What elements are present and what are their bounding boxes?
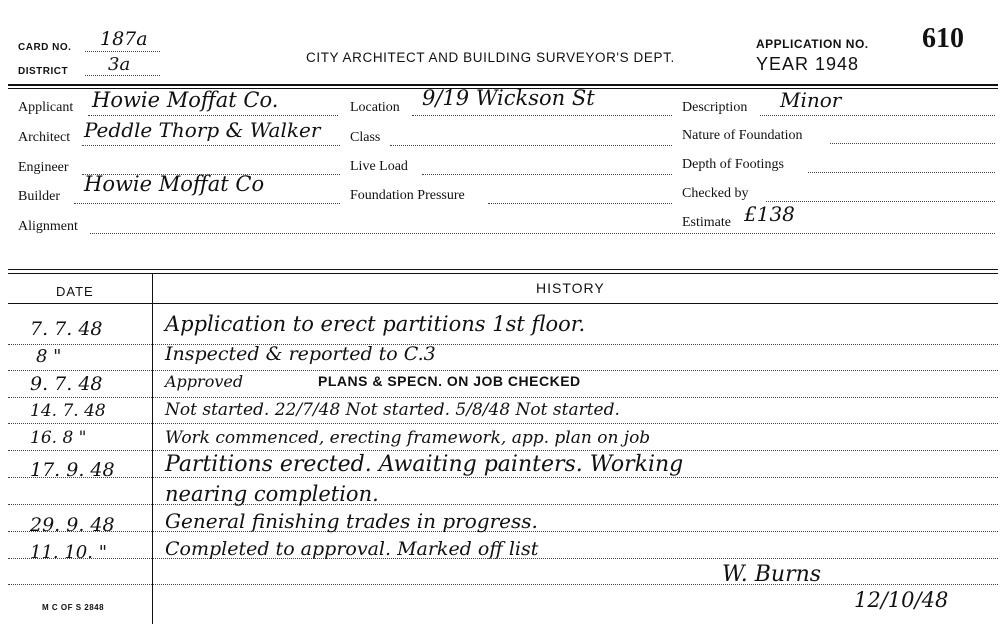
live-load-label: Live Load [350, 159, 408, 174]
history-row-date: 8 " [36, 346, 62, 367]
description-label: Description [682, 100, 748, 115]
row-line [8, 504, 998, 505]
history-row-date: 14. 7. 48 [30, 401, 106, 421]
location-value: 9/19 Wickson St [422, 86, 595, 110]
estimate-value: £138 [744, 202, 795, 226]
foundation-pressure-line [488, 203, 672, 204]
history-row-text: Completed to approval. Marked off list [165, 538, 539, 560]
application-no-label: APPLICATION NO. [756, 37, 869, 51]
card-no-line [85, 51, 160, 52]
engineer-label: Engineer [18, 160, 69, 175]
location-line [412, 115, 672, 116]
history-rule-top [8, 269, 998, 270]
class-label: Class [350, 130, 381, 145]
history-row-text: Application to erect partitions 1st floor. [165, 312, 586, 336]
applicant-label: Applicant [18, 100, 74, 115]
district-line [85, 75, 160, 76]
nature-foundation-label: Nature of Foundation [682, 128, 803, 143]
history-header: HISTORY [536, 280, 605, 296]
nature-foundation-line [830, 143, 995, 144]
year-label: YEAR 1948 [756, 54, 860, 74]
builder-line [74, 203, 340, 204]
row-line [8, 370, 998, 371]
dept-title: CITY ARCHITECT AND BUILDING SURVEYOR'S DEPT. [306, 50, 675, 65]
architect-value: Peddle Thorp & Walker [84, 118, 321, 142]
history-row-date: 29. 9. 48 [30, 514, 115, 536]
live-load-line [422, 174, 672, 175]
history-row-text: Not started. 22/7/48 Not started. 5/8/48 Not started. [165, 400, 620, 420]
applicant-line [88, 115, 338, 116]
row-line [8, 477, 998, 478]
row-line [8, 423, 998, 424]
history-row-date: 11. 10. " [30, 542, 107, 563]
depth-footings-label: Depth of Footings [682, 157, 784, 172]
plans-checked-stamp: PLANS & SPECN. ON JOB CHECKED [318, 373, 581, 389]
history-row-text: Approved [165, 372, 244, 391]
foundation-pressure-label: Foundation Pressure [350, 188, 465, 203]
history-row-text: Inspected & reported to C.3 [165, 343, 436, 365]
builder-label: Builder [18, 189, 60, 204]
description-value: Minor [780, 88, 842, 112]
history-row-date: 9. 7. 48 [30, 373, 103, 395]
date-column-divider [152, 274, 153, 624]
application-no-value: 610 [922, 23, 964, 54]
row-line [8, 450, 998, 451]
history-row-date: 16. 8 " [30, 428, 87, 448]
date-header: DATE [56, 284, 94, 299]
history-row-date: 7. 7. 48 [30, 318, 103, 340]
row-line [8, 397, 998, 398]
form-code: M C OF S 2848 [42, 603, 105, 612]
history-row-date: 17. 9. 48 [30, 459, 115, 481]
history-row-text: General finishing trades in progress. [165, 509, 538, 533]
card-no-value: 187a [100, 28, 148, 50]
architect-line [82, 145, 340, 146]
alignment-line [90, 233, 995, 234]
applicant-value: Howie Moffat Co. [92, 88, 279, 112]
history-row-text: nearing completion. [165, 482, 379, 506]
history-header-rule [8, 303, 998, 304]
signature-date: 12/10/48 [854, 588, 949, 612]
district-label: DISTRICT [18, 66, 69, 77]
estimate-label: Estimate [682, 215, 731, 230]
class-line [390, 145, 672, 146]
description-line [760, 115, 995, 116]
row-line [8, 344, 998, 345]
checked-by-line [766, 201, 995, 202]
location-label: Location [350, 100, 400, 115]
architect-label: Architect [18, 130, 71, 145]
history-row-text: Work commenced, erecting framework, app. plan on job [165, 428, 651, 448]
history-row-text: Partitions erected. Awaiting painters. Working [165, 452, 684, 477]
builder-value: Howie Moffat Co [84, 172, 265, 196]
card-no-label: CARD NO. [18, 42, 72, 53]
depth-footings-line [808, 172, 995, 173]
inspector-signature: W. Burns [722, 562, 822, 587]
row-line [8, 584, 998, 585]
checked-by-label: Checked by [682, 186, 749, 201]
history-rule-top-2 [8, 273, 998, 274]
district-value: 3a [108, 54, 131, 75]
alignment-label: Alignment [18, 219, 78, 234]
